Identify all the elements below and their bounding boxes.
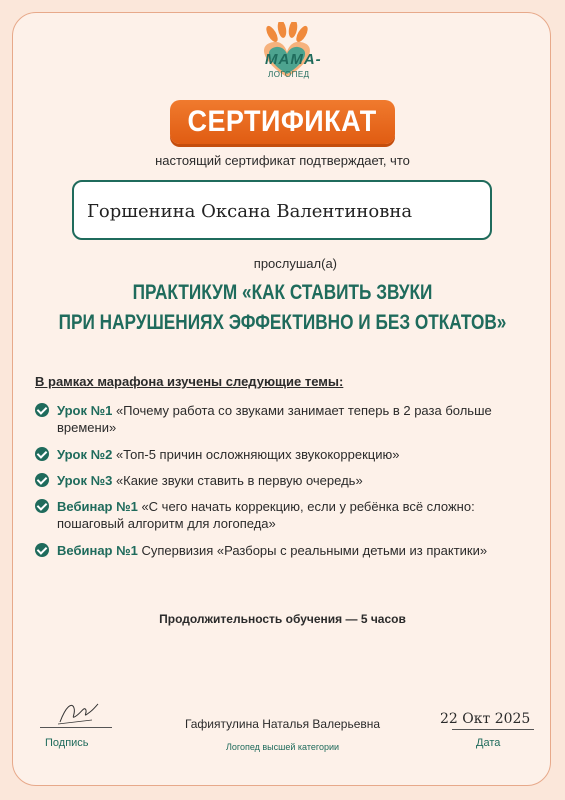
listened-text: прослушал(а) [253, 256, 337, 271]
confirm-text: настоящий сертификат подтверждает, что [155, 153, 410, 168]
check-icon [35, 499, 49, 513]
topic-label: Урок №1 [57, 403, 113, 418]
course-title-line1: ПРАКТИКУМ «КАК СТАВИТЬ ЗВУКИ [132, 281, 433, 304]
topic-item [35, 446, 515, 463]
date-line [452, 729, 534, 730]
topic-item [35, 498, 515, 532]
topic-text: Супервизия «Разборы с реальными детьми из практики» [141, 543, 488, 558]
issuer-name: Гафиятулина Наталья Валерьевна [184, 717, 381, 731]
certificate-title: СЕРТИФИКАТ [187, 105, 378, 138]
check-icon [35, 473, 49, 487]
topics-heading: В рамках марафона изучены следующие темы: [35, 374, 344, 389]
topic-label: Вебинар №1 [57, 499, 138, 514]
topic-label: Урок №2 [57, 447, 113, 462]
recipient-box [72, 180, 492, 240]
date-label: Дата [476, 737, 501, 749]
check-icon [35, 543, 49, 557]
topic-text: «Почему работа со звуками занимает теперь в 2 раза больше времени» [57, 403, 492, 435]
logo-title: МАМА- [265, 51, 322, 68]
issuer-title: Логопед высшей категории [225, 742, 340, 752]
topic-text: «Топ-5 причин осложняющих звукокоррекцию» [115, 447, 400, 462]
duration-text: Продолжительность обучения — 5 часов [159, 612, 406, 626]
course-title [0, 278, 565, 338]
topic-label: Вебинар №1 [57, 543, 138, 558]
topic-item [35, 542, 515, 559]
course-title-line2: ПРИ НАРУШЕНИЯХ ЭФФЕКТИВНО И БЕЗ ОТКАТОВ» [58, 311, 507, 334]
certificate-badge [170, 100, 395, 144]
check-icon [35, 447, 49, 461]
topic-text: «Какие звуки ставить в первую очередь» [115, 473, 363, 488]
signature-label: Подпись [45, 737, 89, 749]
topic-label: Урок №3 [57, 473, 113, 488]
topic-text: «С чего начать коррекцию, если у ребёнка всё сложно: пошаговый алгоритм для логопеда» [57, 499, 475, 531]
logo-subtitle: ЛОГОПЕД [268, 70, 310, 79]
recipient-name: Горшенина Оксана Валентиновна [87, 201, 413, 222]
date-value: 22 Окт 2025 [440, 711, 531, 727]
topic-item [35, 402, 515, 436]
topic-item [35, 472, 515, 489]
check-icon [35, 403, 49, 417]
